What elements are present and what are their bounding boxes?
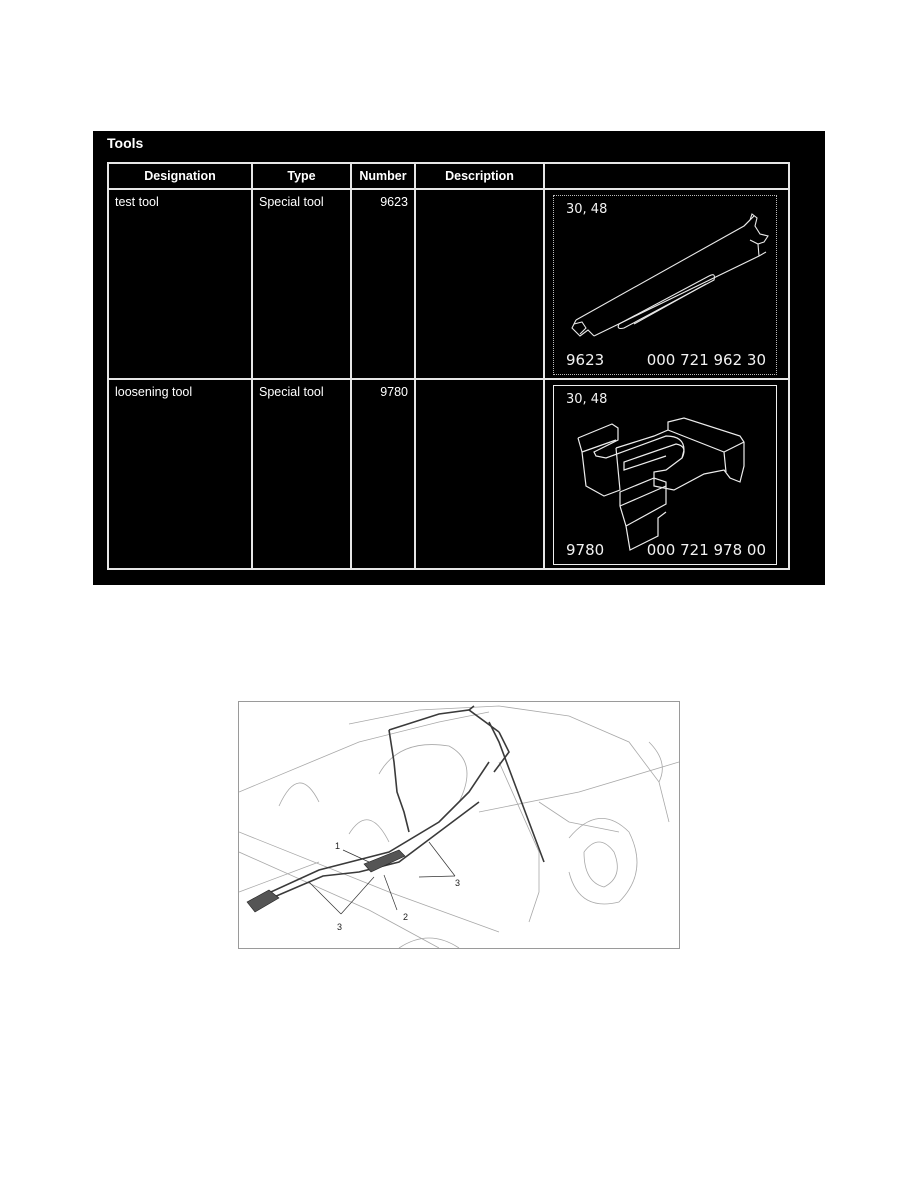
test-tool-wrench-icon bbox=[554, 196, 776, 374]
column-header-number: Number bbox=[351, 163, 415, 189]
column-header-designation: Designation bbox=[108, 163, 252, 189]
callout-1: 1 bbox=[335, 841, 341, 851]
type-text: Special tool bbox=[259, 195, 324, 209]
designation-text: loosening tool bbox=[115, 385, 193, 399]
scale-label: 30, 48 bbox=[566, 392, 608, 407]
tool-number-label: 9623 bbox=[566, 351, 605, 369]
table-header-row bbox=[108, 163, 789, 189]
cell-image bbox=[544, 189, 789, 379]
column-header-description: Description bbox=[415, 163, 544, 189]
cell-image bbox=[544, 379, 789, 569]
callout-3-left: 3 bbox=[337, 922, 343, 932]
cell-number bbox=[351, 379, 415, 569]
number-text: 9780 bbox=[380, 385, 408, 399]
loosening-tool-image bbox=[553, 385, 777, 565]
part-number-label: 000 721 962 30 bbox=[646, 351, 766, 369]
loosening-tool-icon bbox=[554, 386, 776, 564]
callout-2: 2 bbox=[403, 912, 409, 922]
table-row bbox=[108, 189, 789, 379]
part-number-label: 000 721 978 00 bbox=[646, 541, 766, 559]
wiring-harness-diagram bbox=[238, 701, 680, 949]
tool-number-label: 9780 bbox=[566, 541, 605, 559]
scale-label: 30, 48 bbox=[566, 202, 608, 217]
cell-description bbox=[415, 189, 544, 379]
table-row bbox=[108, 379, 789, 569]
description-text bbox=[416, 380, 543, 385]
tools-table bbox=[107, 162, 790, 570]
cell-number bbox=[351, 189, 415, 379]
designation-text: test tool bbox=[115, 195, 159, 209]
column-header-image bbox=[544, 163, 789, 189]
number-text: 9623 bbox=[380, 195, 408, 209]
test-tool-image bbox=[553, 195, 777, 375]
cell-type bbox=[252, 379, 351, 569]
column-header-type: Type bbox=[252, 163, 351, 189]
car-wiring-illustration bbox=[239, 702, 679, 948]
cell-type bbox=[252, 189, 351, 379]
tools-title: Tools bbox=[107, 135, 144, 151]
description-text bbox=[416, 190, 543, 195]
cell-description bbox=[415, 379, 544, 569]
cell-designation bbox=[108, 379, 252, 569]
tools-panel bbox=[93, 131, 825, 585]
type-text: Special tool bbox=[259, 385, 324, 399]
cell-designation bbox=[108, 189, 252, 379]
callout-3-right: 3 bbox=[455, 878, 461, 888]
